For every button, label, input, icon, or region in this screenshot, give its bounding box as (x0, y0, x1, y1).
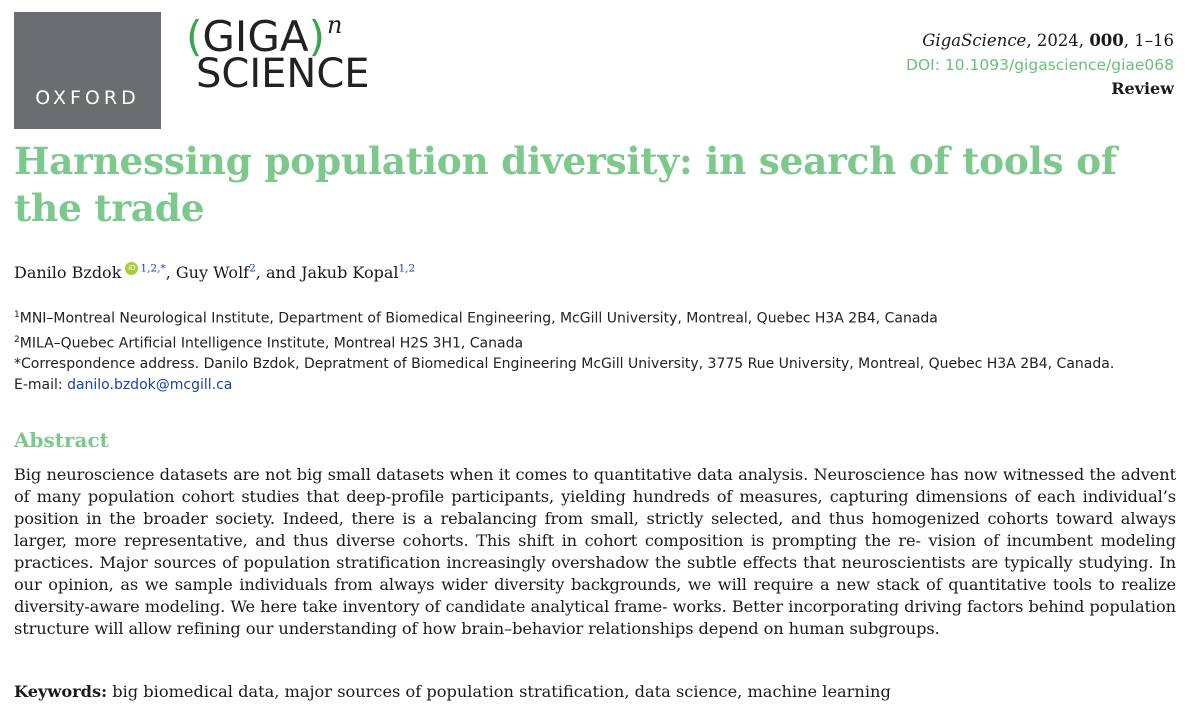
logo-superscript: n (327, 11, 343, 39)
citation-pages: , 1–16 (1123, 31, 1174, 50)
author-separator: , (165, 263, 176, 282)
logo-giga-text: GIGA (202, 12, 309, 61)
journal-name: GigaScience (922, 31, 1027, 50)
affiliation-mark: 2 (14, 334, 20, 345)
email-link[interactable]: danilo.bzdok@mcgill.ca (67, 377, 233, 394)
author-list (14, 262, 415, 282)
author-name[interactable]: Guy Wolf (175, 263, 250, 282)
gigascience-logo-science: SCIENCE (196, 51, 370, 97)
gigascience-logo[interactable] (186, 11, 436, 97)
oxford-logo-text: OXFORD (35, 87, 140, 109)
logo-open-paren: ( (186, 12, 203, 61)
orcid-icon[interactable]: iD (125, 262, 138, 275)
author-name[interactable]: Jakub Kopal (301, 263, 399, 282)
correspondence: *Correspondence address. Danilo Bzdok, Depratment of Biomedical Engineering McGill University, 3775 Rue University, Montreal, Quebec H3A 2B4, Canada. (14, 356, 1115, 373)
logo-close-paren: ) (308, 12, 325, 61)
author-separator: , and (255, 263, 302, 282)
oxford-logo[interactable] (14, 12, 161, 129)
affiliation-mark: 1 (14, 310, 20, 320)
citation-line (906, 29, 1174, 53)
author-name[interactable]: Danilo Bzdok (14, 263, 122, 282)
affiliation-1 (14, 305, 1114, 330)
author-affil-ref[interactable]: 2 (249, 262, 256, 275)
article-title: Harnessing population diversity: in search of tools of the trade (14, 139, 1117, 230)
keywords-label: Keywords: (14, 682, 108, 701)
keywords (14, 682, 891, 701)
affiliation-text: MILA–Quebec Artificial Intelligence Institute, Montreal H2S 3H1, Canada (19, 335, 524, 352)
email-line (14, 375, 1114, 396)
author-affil-ref[interactable]: 1,2,* (140, 262, 166, 275)
affiliation-2 (14, 330, 1114, 355)
citation-volume: 000 (1089, 31, 1124, 50)
abstract-heading: Abstract (14, 428, 109, 452)
keywords-text: big biomedical data, major sources of population stratification, data science, machine learning (107, 682, 891, 701)
article-meta (906, 29, 1174, 101)
affiliation-text: MNI–Montreal Neurological Institute, Department of Biomedical Engineering, McGill University, Montreal, Quebec H3A 2B4, Canada (19, 310, 938, 327)
abstract-text: Big neuroscience datasets are not big small datasets when it comes to quantitative data analysis. Neuroscience has now witnessed the advent of many population cohort studies that deep-profile participants, yielding hundreds of measures, capturing dimensions of each individual’s position in the broader society. Indeed, there is a rebalancing from small, strictly selected, and thus homogenized cohorts toward always larger, more representative, and thus diverse cohorts. This shift in cohort composition is prompting the re- vision of incumbent modeling practices. Major sources of population stratification increasingly overshadow the subtle effects that neuroscientists are typically studying. In our opinion, as we sample individuals from always wider diversity backgrounds, we will require a new stack of quantitative tools to realize diversity-aware modeling. We here take inventory of candidate analytical frame- works. Better incorporating driving factors behind population structure will allow refining our understanding of how brain–behavior relationships depend on human subgroups. (14, 465, 1176, 638)
doi-link[interactable]: DOI: 10.1093/gigascience/giae068 (906, 56, 1174, 74)
citation-year: , 2024, (1026, 31, 1090, 50)
author-affil-ref[interactable]: 1,2 (398, 262, 416, 275)
email-label: E-mail: (14, 377, 68, 394)
article-type: Review (1111, 79, 1174, 98)
affiliations (14, 305, 1114, 396)
